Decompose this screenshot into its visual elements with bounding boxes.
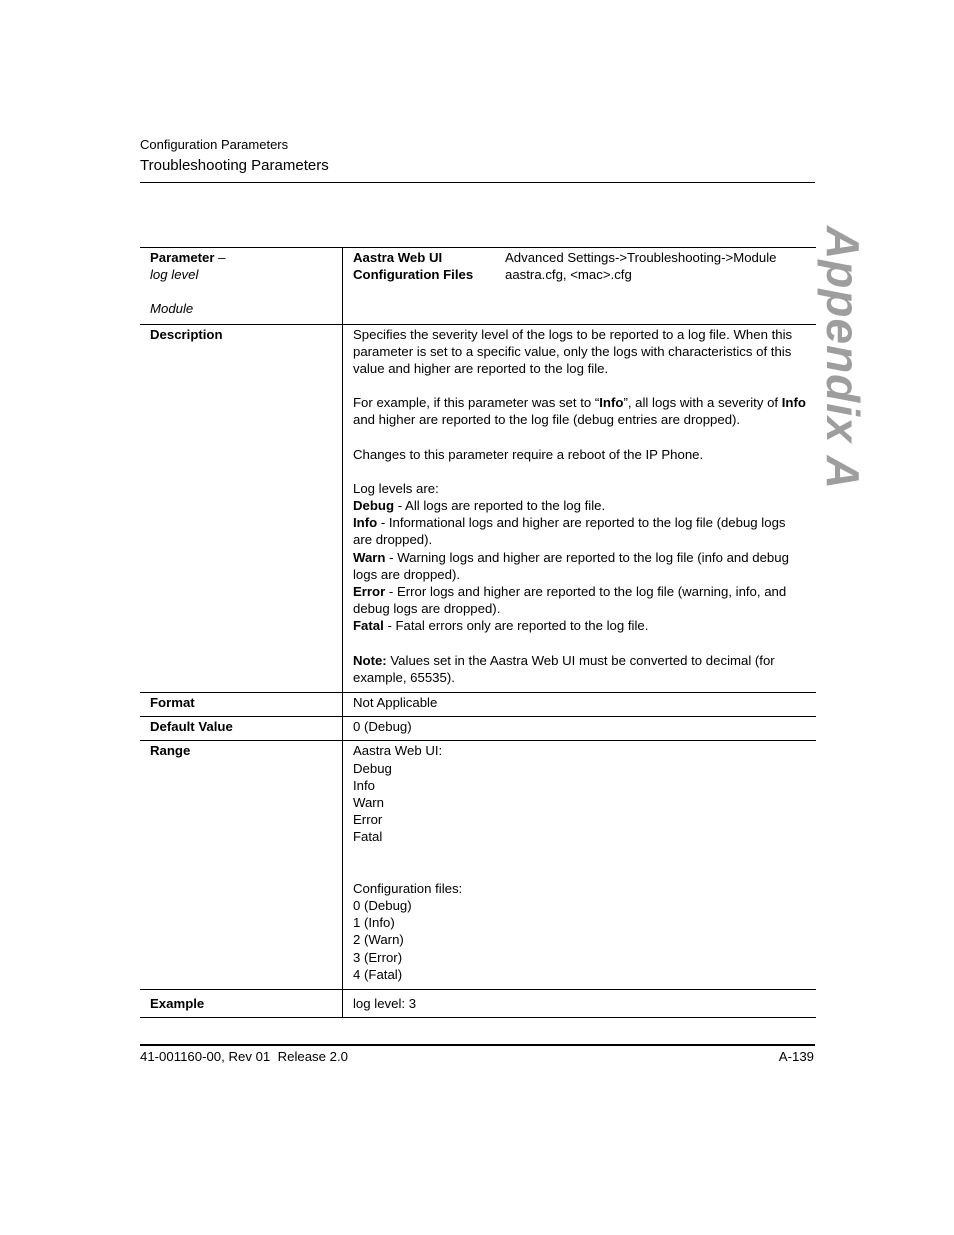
parameter-module: Module — [150, 301, 194, 317]
range-web-ui-value: Warn — [353, 795, 385, 811]
range-config-value: 0 (Debug) — [353, 897, 412, 913]
location-row — [353, 266, 808, 283]
parameter-dash: – — [214, 250, 226, 265]
range-row — [140, 741, 816, 989]
log-level-text: - All logs are reported to the log file. — [394, 498, 606, 514]
range-config-value: 1 (Info) — [353, 915, 395, 931]
parameter-name: log level — [150, 267, 199, 283]
log-level-item — [353, 617, 808, 634]
range-web-ui-value: Debug — [353, 760, 392, 776]
range-config-value: 2 (Warn) — [353, 932, 404, 948]
footer-page-number: A-139 — [778, 1049, 814, 1064]
log-level-item — [353, 549, 808, 583]
range-web-ui-value: Info — [353, 777, 375, 793]
description-reboot-note: Changes to this parameter require a reboot of the IP Phone. — [353, 446, 704, 462]
range-config-value: 4 (Fatal) — [353, 966, 403, 982]
log-level-name: Warn — [353, 549, 386, 565]
text-run: ”, all logs with a severity of — [623, 395, 782, 411]
note-label: Note: — [353, 652, 387, 668]
log-levels-intro: Log levels are: — [353, 480, 439, 496]
example-label: Example — [140, 989, 343, 1017]
format-label: Format — [140, 693, 343, 717]
location-key: Aastra Web UI — [353, 250, 443, 265]
appendix-side-tab — [817, 226, 869, 490]
locations-cell — [343, 248, 817, 325]
format-row — [140, 693, 816, 717]
location-row — [353, 249, 808, 266]
emphasis: Info — [599, 395, 624, 411]
log-level-item — [353, 583, 808, 617]
footer-doc-id: 41-001160-00, Rev 01 Release 2.0 — [140, 1049, 348, 1064]
parameter-row — [140, 248, 816, 325]
location-value: Advanced Settings->Troubleshooting->Module — [505, 250, 777, 265]
default-value-row — [140, 717, 816, 741]
range-config-value: 3 (Error) — [353, 949, 403, 965]
text-run: For example, if this parameter was set to “ — [353, 395, 600, 411]
footer-rule — [140, 1044, 815, 1046]
range-web-ui-heading: Aastra Web UI: — [353, 743, 443, 759]
range-web-ui-value: Fatal — [353, 829, 383, 845]
example-value: log level: 3 — [343, 989, 817, 1017]
log-level-text: - Error logs and higher are reported to the log file (warning, info, and debug logs are dropped). — [353, 584, 787, 617]
log-level-text: - Fatal errors only are reported to the log file. — [383, 618, 649, 634]
location-value: aastra.cfg, <mac>.cfg — [505, 267, 632, 283]
range-label: Range — [140, 741, 343, 989]
description-row — [140, 324, 816, 692]
description-note — [353, 652, 808, 686]
text-run: and higher are reported to the log file (debug entries are dropped). — [353, 412, 741, 428]
default-value-value: 0 (Debug) — [343, 717, 817, 741]
log-level-name: Debug — [353, 498, 395, 514]
emphasis: Info — [781, 395, 806, 411]
log-level-text: - Warning logs and higher are reported to the log file (info and debug logs are dropped). — [353, 549, 789, 582]
range-config-heading: Configuration files: — [353, 880, 463, 896]
log-level-item — [353, 497, 808, 514]
example-row — [140, 989, 816, 1017]
running-header-chapter: Configuration Parameters — [140, 137, 289, 152]
parameter-table — [140, 247, 816, 1018]
appendix-side-tab-text: Appendix A — [817, 226, 869, 490]
header-rule — [140, 182, 815, 183]
range-web-ui-value: Error — [353, 812, 383, 828]
log-level-item — [353, 514, 808, 548]
range-cell — [343, 741, 817, 989]
location-key: Configuration Files — [353, 267, 474, 283]
description-cell — [343, 324, 817, 692]
parameter-label: Parameter — [150, 250, 215, 265]
description-label: Description — [140, 324, 343, 692]
description-example — [353, 394, 808, 428]
log-level-name: Info — [353, 515, 378, 531]
log-level-text: - Informational logs and higher are reported to the log file (debug logs are dropped). — [353, 515, 786, 548]
description-paragraph: Specifies the severity level of the logs to be reported to a log file. When this parameter is set to a specific value, only the logs with characteristics of this value and higher are reported to the log file. — [353, 326, 793, 377]
default-value-label: Default Value — [140, 717, 343, 741]
format-value: Not Applicable — [343, 693, 817, 717]
note-text: Values set in the Aastra Web UI must be converted to decimal (for example, 65535). — [353, 652, 775, 685]
log-level-name: Fatal — [353, 618, 384, 634]
parameter-cell — [140, 248, 343, 325]
log-level-name: Error — [353, 584, 386, 600]
running-header-section: Troubleshooting Parameters — [140, 157, 329, 174]
